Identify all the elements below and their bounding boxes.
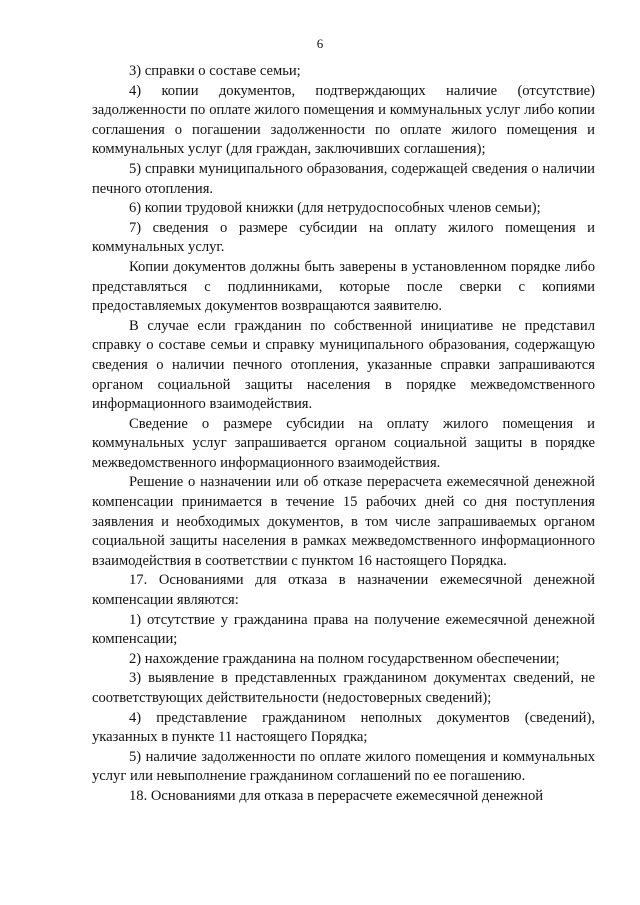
- paragraph-6: Копии документов должны быть заверены в установленном порядке либо представляться с подлинниками, которые после сверки с копиями предоставляемых документов возвращаются заявителю.: [92, 258, 595, 315]
- paragraph-10: 17. Основаниями для отказа в назначении ежемесячной денежной компенсации являются:: [92, 572, 595, 609]
- page-number: 6: [316, 36, 324, 51]
- document-body: [92, 62, 595, 807]
- paragraph-2: 4) копии документов, подтверждающих наличие (отсутствие) задолженности по оплате жилого помещения и коммунальных услуг либо копии соглашения о погашении задолженности по оплате жилого помещения и коммунальных услуг (для граждан, заключивших соглашения);: [92, 82, 595, 158]
- paragraph-5: 7) сведения о размере субсидии на оплату жилого помещения и коммунальных услуг.: [92, 219, 595, 256]
- paragraph-8: Сведение о размере субсидии на оплату жилого помещения и коммунальных услуг запрашивается органом социальной защиты в порядке межведомственного информационного взаимодействия.: [92, 415, 595, 471]
- paragraph-4: 6) копии трудовой книжки (для нетрудоспособных членов семьи);: [129, 200, 541, 217]
- paragraph-16: 18. Основаниями для отказа в перерасчете ежемесячной денежной: [129, 787, 544, 804]
- paragraph-14: 4) представление гражданином неполных документов (сведений), указанных в пункте 11 настоящего Порядка;: [92, 709, 595, 746]
- paragraph-11: 1) отсутствие у гражданина права на получение ежемесячной денежной компенсации;: [92, 611, 595, 648]
- paragraph-7: В случае если гражданин по собственной инициативе не представил справку о составе семьи и справку муниципального образования, содержащую сведения о наличии печного отопления, указанные справки запрашиваются органом социальной защиты населения в порядке межведомственного информационного взаимодействия.: [92, 317, 595, 413]
- paragraph-3: 5) справки муниципального образования, содержащей сведения о наличии печного отопления.: [92, 160, 595, 197]
- paragraph-1: 3) справки о составе семьи;: [129, 63, 301, 79]
- paragraph-13: 3) выявление в представленных гражданином документах сведений, не соответствующих действительности (недостоверных сведений);: [92, 670, 595, 706]
- paragraph-12: 2) нахождение гражданина на полном государственном обеспечении;: [129, 650, 560, 667]
- paragraph-9: Решение о назначении или об отказе перерасчета ежемесячной денежной компенсации принимается в течение 15 рабочих дней со дня поступления заявления и необходимых документов, в том числе запрашиваемых органом социальной защиты населения в рамках межведомственного информационного взаимодействия в соответствии с пунктом 16 настоящего Порядка.: [92, 474, 595, 569]
- paragraph-15: 5) наличие задолженности по оплате жилого помещения и коммунальных услуг или невыполнение гражданином соглашений по ее погашению.: [92, 748, 595, 785]
